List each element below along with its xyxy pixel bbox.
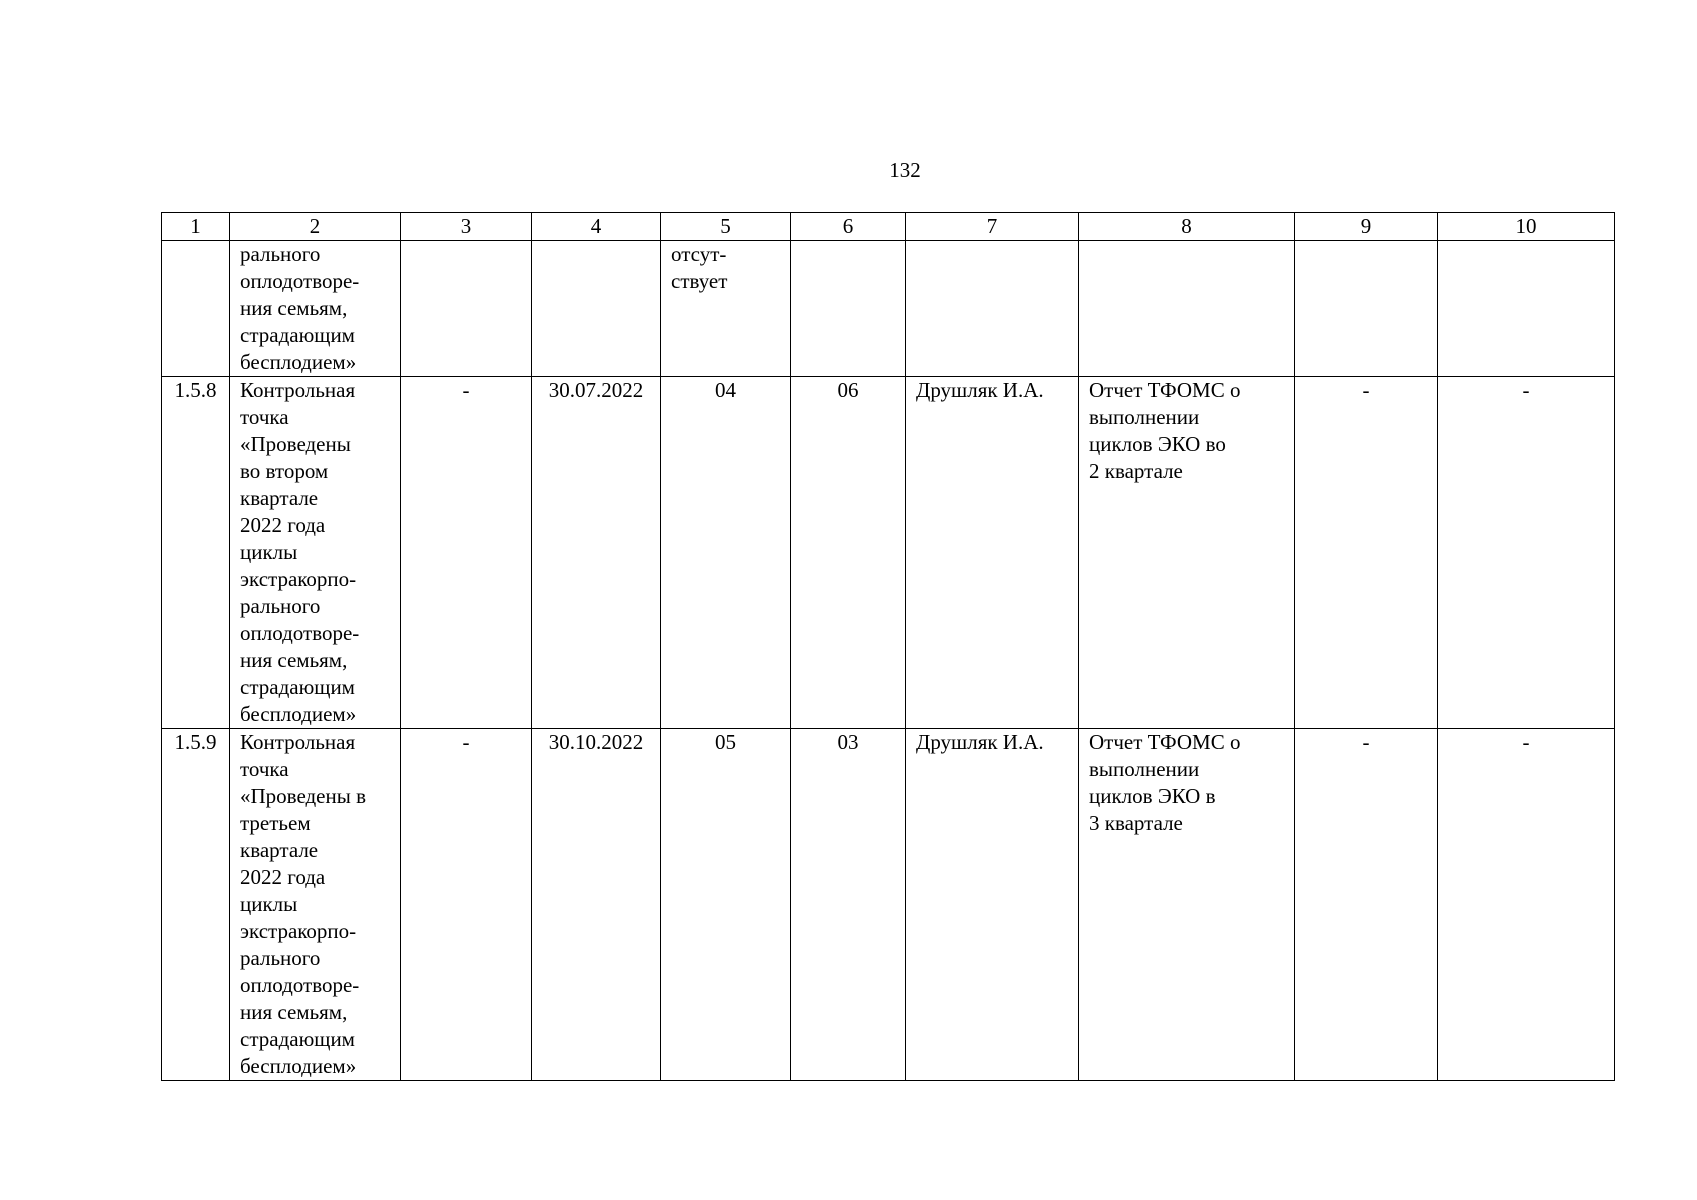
column-number: 7 — [906, 213, 1079, 241]
text-line: циклов ЭКО во — [1089, 432, 1226, 456]
row-number-cell: 1.5.9 — [162, 729, 230, 1081]
table-header-row — [162, 213, 1615, 241]
text-line: экстракорпо- — [240, 919, 357, 943]
responsible-cell: Друшляк И.А. — [906, 729, 1079, 1081]
column-number: 4 — [532, 213, 661, 241]
text-line: ствует — [671, 269, 728, 293]
text-line: страдающим — [240, 1027, 355, 1051]
text-line: отсут- — [671, 242, 727, 266]
cell-col5 — [661, 377, 791, 729]
text-line: Отчет ТФОМС о — [1089, 378, 1241, 402]
text-line: рального — [240, 242, 321, 266]
text-line: Контрольная — [240, 378, 356, 402]
date-cell: 30.10.2022 — [532, 729, 661, 1081]
cell-col9: - — [1295, 729, 1438, 1081]
text-line: 2022 года — [240, 513, 326, 537]
date-cell: 30.07.2022 — [532, 377, 661, 729]
text-line: «Проведены — [240, 432, 351, 456]
text-line: Отчет ТФОМС о — [1089, 730, 1241, 754]
column-number: 1 — [162, 213, 230, 241]
text-line: оплодотворе- — [240, 621, 360, 645]
text-line: рального — [240, 594, 321, 618]
text-line: ния семьям, — [240, 296, 348, 320]
text-line: ния семьям, — [240, 648, 348, 672]
cell-col10: - — [1438, 377, 1615, 729]
column-number: 8 — [1079, 213, 1295, 241]
column-number: 6 — [791, 213, 906, 241]
row-number-cell — [162, 241, 230, 377]
page-number: 132 — [889, 158, 921, 182]
cell-col5 — [661, 241, 791, 377]
cell-col10 — [1438, 241, 1615, 377]
text-line: точка — [240, 757, 289, 781]
text-line: 2 квартале — [1089, 459, 1183, 483]
text-line: страдающим — [240, 323, 355, 347]
row-number-cell: 1.5.8 — [162, 377, 230, 729]
column-number: 3 — [401, 213, 532, 241]
responsible-cell — [906, 241, 1079, 377]
column-number: 5 — [661, 213, 791, 241]
text-line: бесплодием» — [240, 702, 357, 726]
cell-col5 — [661, 729, 791, 1081]
responsible-cell: Друшляк И.А. — [906, 377, 1079, 729]
cell-col9: - — [1295, 377, 1438, 729]
text-line: ния семьям, — [240, 1000, 348, 1024]
event-name-cell — [230, 729, 401, 1081]
text-line: квартале — [240, 486, 319, 510]
cell-col9 — [1295, 241, 1438, 377]
text-line: бесплодием» — [240, 350, 357, 374]
text-line: оплодотворе- — [240, 269, 360, 293]
cell-col3: - — [401, 377, 532, 729]
text-line: третьем — [240, 811, 311, 835]
text-line: «Проведены в — [240, 784, 367, 808]
cell-col6: 03 — [791, 729, 906, 1081]
document-cell — [1079, 377, 1295, 729]
text-line: точка — [240, 405, 289, 429]
text-line: циклы — [240, 540, 298, 564]
text-line: 05 — [715, 730, 736, 754]
text-line: бесплодием» — [240, 1054, 357, 1078]
column-number: 9 — [1295, 213, 1438, 241]
text-line: выполнении — [1089, 405, 1200, 429]
plan-table — [161, 212, 1615, 1081]
text-line: циклы — [240, 892, 298, 916]
column-number: 2 — [230, 213, 401, 241]
text-line: во втором — [240, 459, 329, 483]
cell-col10: - — [1438, 729, 1615, 1081]
document-cell — [1079, 241, 1295, 377]
text-line: 2022 года — [240, 865, 326, 889]
text-line: 04 — [715, 378, 736, 402]
cell-col6 — [791, 241, 906, 377]
document-cell — [1079, 729, 1295, 1081]
text-line: оплодотворе- — [240, 973, 360, 997]
text-line: квартале — [240, 838, 319, 862]
text-line: страдающим — [240, 675, 355, 699]
column-number: 10 — [1438, 213, 1615, 241]
text-line: Контрольная — [240, 730, 356, 754]
date-cell — [532, 241, 661, 377]
table-row — [162, 241, 1615, 377]
cell-col3: - — [401, 729, 532, 1081]
table-row — [162, 729, 1615, 1081]
table-row — [162, 377, 1615, 729]
text-line: циклов ЭКО в — [1089, 784, 1216, 808]
event-name-cell — [230, 377, 401, 729]
text-line: 3 квартале — [1089, 811, 1183, 835]
cell-col6: 06 — [791, 377, 906, 729]
text-line: рального — [240, 946, 321, 970]
cell-col3 — [401, 241, 532, 377]
event-name-cell — [230, 241, 401, 377]
text-line: экстракорпо- — [240, 567, 357, 591]
text-line: выполнении — [1089, 757, 1200, 781]
